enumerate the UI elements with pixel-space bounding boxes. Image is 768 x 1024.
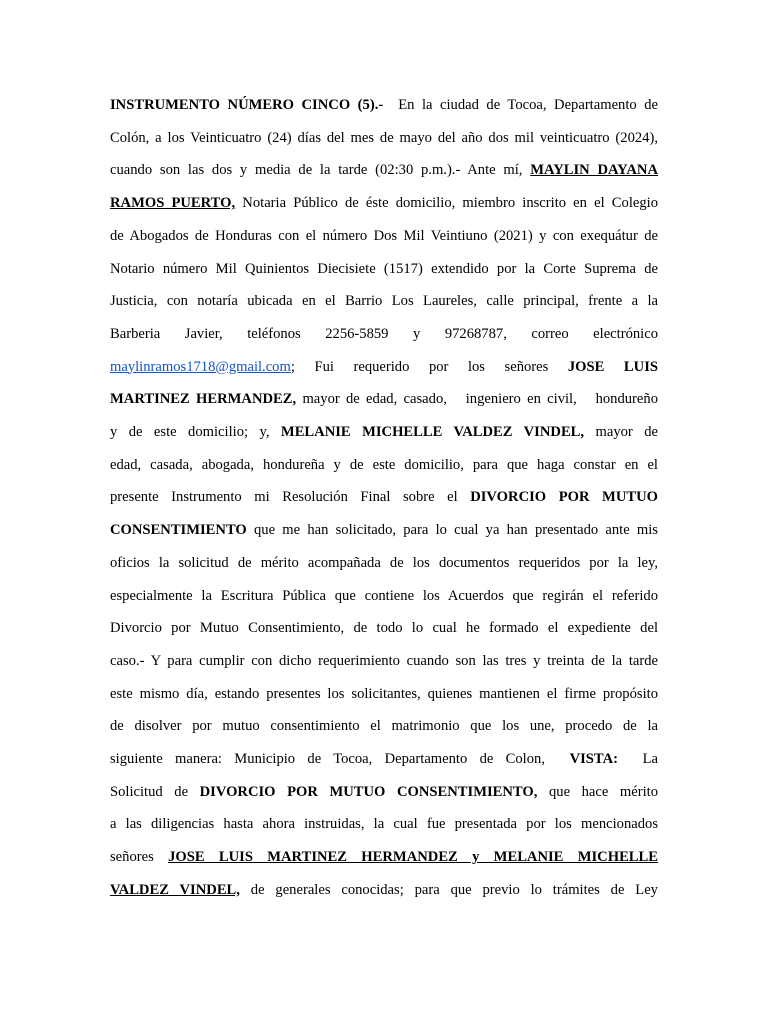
text-run: mayor de edad, casado, ingeniero en civil, hondureño (296, 391, 658, 408)
text-line (110, 814, 658, 834)
text-line (110, 487, 658, 507)
text-run: ; Fui requerido por los señores (290, 358, 568, 375)
bold-text: JOSE LUIS MARTINEZ HERMANDEZ y MELANIE MICHELLE (168, 849, 659, 866)
text-line (110, 684, 658, 704)
bold-text: CONSENTIMIENTO (110, 522, 247, 539)
text-line (110, 520, 658, 540)
bold-text: RAMOS PUERTO, (110, 195, 236, 212)
bold-text: INSTRUMENTO NÚMERO CINCO (5).- (110, 97, 384, 113)
text-run: cuando son las dos y media de la tarde (02:30 p.m.).- Ante mí, (110, 162, 531, 179)
text-run: Colón, a los Veinticuatro (24) días del mes de mayo del año dos mil veinticuatro (2024), (110, 129, 658, 146)
text-run: siguiente manera: Municipio de Tocoa, Departamento de Colon, (110, 751, 570, 767)
text-run: Divorcio por Mutuo Consentimiento, de todo lo cual he formado el expediente del (110, 620, 658, 637)
text-line (110, 782, 658, 802)
text-run: Solicitud de (110, 783, 200, 800)
text-line (110, 618, 658, 638)
text-line (110, 160, 658, 180)
text-run: Notaria Público de éste domicilio, miembro inscrito en el Colegio (235, 195, 658, 212)
text-run: de Abogados de Honduras con el número Dos Mil Veintiuno (2021) y con exequátur de (110, 227, 658, 244)
text-run: señores (110, 849, 169, 866)
text-run: Barberia Javier, teléfonos 2256-5859 y 97268787, correo electrónico (110, 325, 658, 342)
text-run: La (617, 751, 658, 767)
text-run: Notario número Mil Quinientos Diecisiete (1517) extendido por la Corte Suprema de (110, 260, 658, 277)
text-line (110, 749, 658, 769)
text-line (110, 95, 658, 115)
bold-text: DIVORCIO POR MUTUO CONSENTIMIENTO, (199, 783, 538, 800)
text-line (110, 651, 658, 671)
text-run: oficios la solicitud de mérito acompañada de los documentos requeridos por la ley, (110, 554, 658, 571)
text-run: Justicia, con notaría ubicada en el Barrio Los Laureles, calle principal, frente a la (110, 293, 658, 310)
text-run: de generales conocidas; para que previo lo trámites de Ley (239, 881, 658, 898)
text-run: mayor de (584, 424, 658, 440)
text-line (110, 389, 658, 409)
text-line (110, 455, 658, 475)
text-line (110, 553, 658, 573)
text-run: caso.- Y para cumplir con dicho requerimiento cuando son las tres y treinta de la tarde (110, 652, 658, 669)
bold-text: DIVORCIO POR MUTUO (470, 489, 658, 506)
bold-text: MELANIE MICHELLE VALDEZ VINDEL, (280, 424, 585, 440)
text-run: a las diligencias hasta ahora instruidas, la cual fue presentada por los mencionados (110, 816, 658, 833)
bold-text: VISTA: (569, 751, 618, 767)
text-line (110, 847, 658, 867)
text-line (110, 357, 658, 377)
text-line (110, 291, 658, 311)
bold-text: VALDEZ VINDEL, (110, 881, 240, 898)
email-link[interactable]: maylinramos1718@gmail.com (110, 358, 291, 375)
text-line (110, 193, 658, 213)
text-run: y de este domicilio; y, (110, 424, 281, 440)
text-run: edad, casada, abogada, hondureña y de este domicilio, para que haga constar en el (110, 456, 658, 473)
text-line (110, 128, 658, 148)
text-line (110, 586, 658, 606)
bold-text: JOSE LUIS (567, 358, 658, 375)
text-line (110, 324, 658, 344)
text-run: En la ciudad de Tocoa, Departamento de (383, 97, 658, 113)
text-line (110, 716, 658, 736)
text-run: de disolver por mutuo consentimiento el matrimonio que los une, procedo de la (110, 718, 658, 735)
bold-text: MAYLIN DAYANA (530, 162, 658, 179)
text-run: que me han solicitado, para lo cual ya han presentado ante mis (246, 522, 658, 539)
text-line (110, 226, 658, 246)
text-run: este mismo día, estando presentes los solicitantes, quienes mantienen el firme propósito (110, 685, 658, 702)
text-run: presente Instrumento mi Resolución Final sobre el (110, 489, 471, 506)
text-run: especialmente la Escritura Pública que contiene los Acuerdos que regirán el referido (110, 587, 658, 604)
text-run: que hace mérito (537, 783, 658, 800)
text-line (110, 259, 658, 279)
text-line (110, 880, 658, 900)
text-line (110, 422, 658, 442)
bold-text: MARTINEZ HERMANDEZ, (110, 391, 297, 408)
